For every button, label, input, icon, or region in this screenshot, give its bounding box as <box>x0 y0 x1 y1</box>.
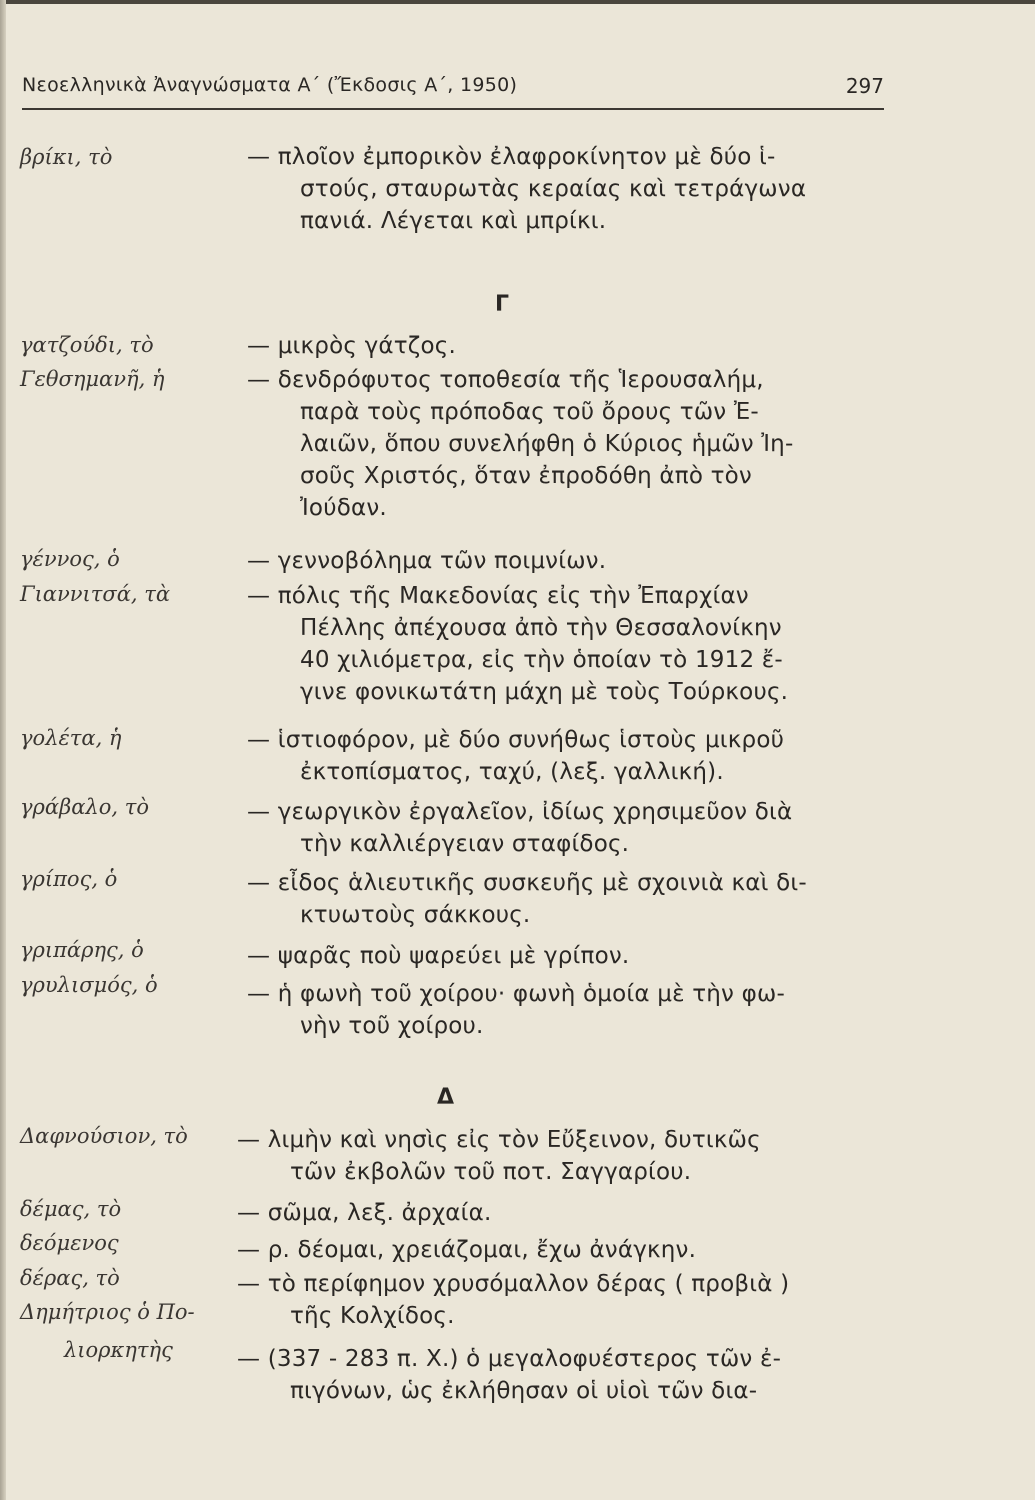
glossary-term: γρίπος, ὁ <box>20 867 118 891</box>
glossary-term: Δημήτριος ὁ Πο- <box>20 1300 195 1324</box>
glossary-definition <box>237 1234 837 1266</box>
page-number: 297 <box>845 74 884 98</box>
glossary-definition <box>247 867 847 931</box>
glossary-definition <box>247 724 847 788</box>
glossary-term-continuation: λιορκητὴς <box>64 1338 173 1362</box>
glossary-term: γατζούδι, τὸ <box>20 333 154 357</box>
definition-line: τῶν ἐκβολῶν τοῦ ποτ. Σαγγαρίου. <box>290 1159 692 1185</box>
definition-line: λαιῶν, ὅπου συνελήφθη ὁ Κύριος ἡμῶν Ἰη- <box>300 431 794 457</box>
glossary-term: γριπάρης, ὁ <box>20 938 144 962</box>
glossary-definition <box>247 940 847 972</box>
definition-line: τῆς Κολχίδος. <box>290 1303 455 1329</box>
definition-line: — σῶμα, λεξ. ἀρχαία. <box>237 1200 492 1226</box>
glossary-definition <box>247 580 847 708</box>
glossary-definition <box>237 1124 837 1188</box>
glossary-definition <box>247 978 847 1042</box>
glossary-term: γολέτα, ἡ <box>20 726 122 750</box>
glossary-definition <box>237 1343 837 1407</box>
glossary-definition <box>247 141 847 237</box>
definition-line: — γεννοβόλημα τῶν ποιμνίων. <box>247 548 607 574</box>
glossary-definition <box>237 1197 837 1229</box>
glossary-term: δέρας, τὸ <box>20 1266 120 1290</box>
glossary-term: βρίκι, τὸ <box>20 145 113 169</box>
definition-line: 40 χιλιόμετρα, εἰς τὴν ὁποίαν τὸ 1912 ἔ- <box>300 647 783 673</box>
definition-line: — ἡ φωνὴ τοῦ χοίρου· φωνὴ ὁμοία μὲ τὴν φω- <box>247 981 785 1007</box>
glossary-term: δέμας, τὸ <box>20 1197 122 1221</box>
glossary-definition <box>247 545 847 577</box>
definition-line: στούς, σταυρωτὰς κεραίας καὶ τετράγωνα <box>300 176 807 202</box>
definition-line: — ψαρᾶς ποὺ ψαρεύει μὲ γρίπον. <box>247 943 630 969</box>
definition-line: — γεωργικὸν ἐργαλεῖον, ἰδίως χρησιμεῦον διὰ <box>247 799 793 825</box>
definition-line: — ρ. δέομαι, χρειάζομαι, ἔχω ἀνάγκην. <box>237 1237 697 1263</box>
glossary-term: Γεθσημανῆ, ἡ <box>20 367 165 391</box>
glossary-definition <box>247 330 847 362</box>
page-top-edge <box>0 0 1035 4</box>
definition-line: πανιά. Λέγεται καὶ μπρίκι. <box>300 208 607 234</box>
glossary-term: Δαφνούσιον, τὸ <box>20 1124 188 1148</box>
definition-line: πιγόνων, ὡς ἐκλήθησαν οἱ υἱοὶ τῶν δια- <box>290 1378 758 1404</box>
glossary-definition <box>247 796 847 860</box>
definition-line: — πλοῖον ἐμπορικὸν ἐλαφροκίνητον μὲ δύο ἱ- <box>247 144 776 170</box>
definition-line: — ἱστιοφόρον, μὲ δύο συνήθως ἱστοὺς μικροῦ <box>247 727 785 753</box>
definition-line: τὴν καλλιέργειαν σταφίδος. <box>300 831 630 857</box>
definition-line: — δενδρόφυτος τοποθεσία τῆς Ἱερουσαλήμ, <box>247 367 764 393</box>
glossary-definition <box>247 364 847 524</box>
definition-line: — τὸ περίφημον χρυσόμαλλον δέρας ( προβιὰ ) <box>237 1271 790 1297</box>
definition-line: — πόλις τῆς Μακεδονίας εἰς τὴν Ἐπαρχίαν <box>247 583 749 609</box>
definition-line: Πέλλης ἀπέχουσα ἀπὸ τὴν Θεσσαλονίκην <box>300 615 782 641</box>
glossary-term: δεόμενος <box>20 1231 119 1255</box>
definition-line: νὴν τοῦ χοίρου. <box>300 1013 484 1039</box>
glossary-term: γέννος, ὁ <box>20 547 120 571</box>
definition-line: ἐκτοπίσματος, ταχύ, (λεξ. γαλλική). <box>300 759 724 785</box>
glossary-definition <box>237 1268 837 1332</box>
glossary-term: γράβαλο, τὸ <box>20 795 149 819</box>
definition-line: σοῦς Χριστός, ὅταν ἐπροδόθη ἀπὸ τὸν <box>300 463 752 489</box>
page-binding-edge <box>0 0 6 1500</box>
header-title: Νεοελληνικὰ Ἀναγνώσματα Α΄ (Ἔκδοσις Α΄, 1950) <box>22 74 518 96</box>
glossary-term: Γιαννιτσά, τὰ <box>20 582 171 606</box>
running-header <box>22 70 884 110</box>
definition-line: Ἰούδαν. <box>300 495 387 521</box>
definition-line: — εἶδος ἁλιευτικῆς συσκευῆς μὲ σχοινιὰ καὶ δι- <box>247 870 807 896</box>
definition-line: γινε φονικωτάτη μάχη μὲ τοὺς Τούρκους. <box>300 679 789 705</box>
definition-line: παρὰ τοὺς πρόποδας τοῦ ὄρους τῶν Ἐ- <box>300 399 759 425</box>
definition-line: — μικρὸς γάτζος. <box>247 333 456 359</box>
definition-line: — (337 - 283 π. Χ.) ὁ μεγαλοφυέστερος τῶν ἐ- <box>237 1346 782 1372</box>
section-letter: Δ <box>437 1085 455 1110</box>
section-letter: Γ <box>495 292 510 317</box>
glossary-term: γρυλισμός, ὁ <box>20 973 158 997</box>
definition-line: κτυωτοὺς σάκκους. <box>300 902 531 928</box>
definition-line: — λιμὴν καὶ νησὶς εἰς τὸν Εὔξεινον, δυτικῶς <box>237 1127 761 1153</box>
